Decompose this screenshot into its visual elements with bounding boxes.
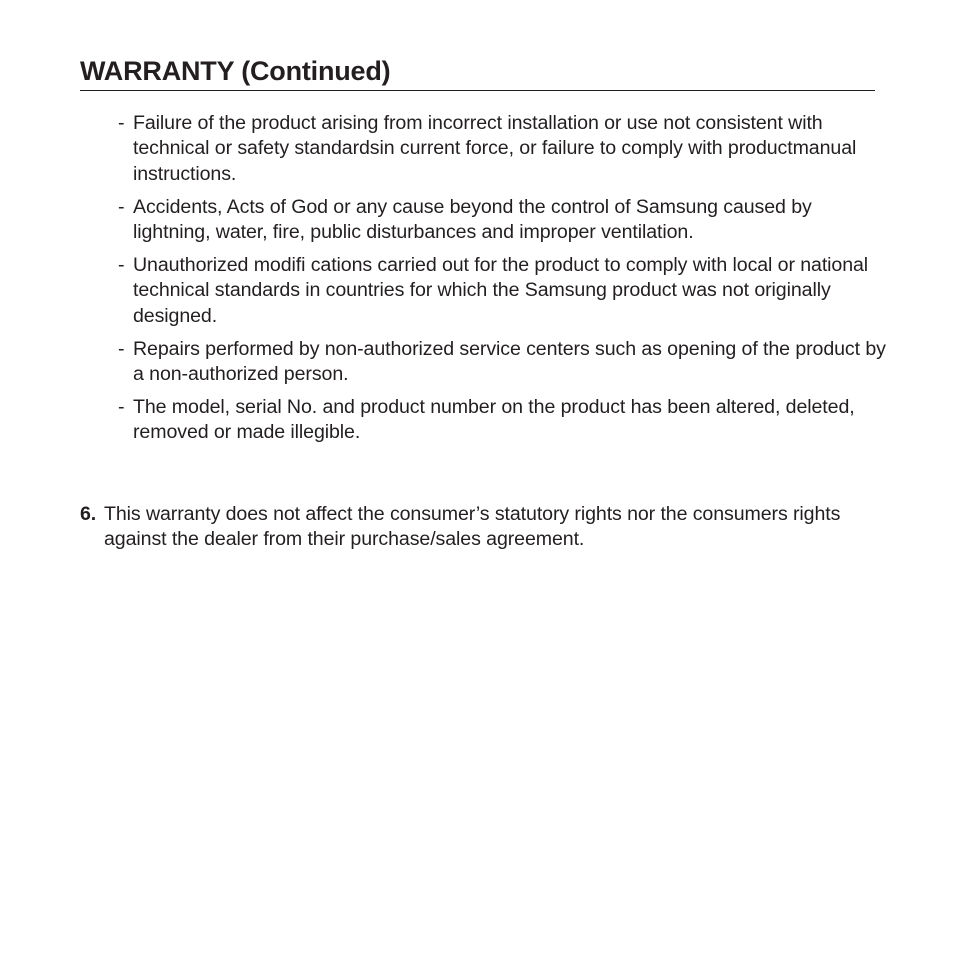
page-title: WARRANTY (Continued) [80,56,391,86]
bullet-dash: - [118,112,125,134]
list-item [118,111,888,187]
title-divider [80,90,875,91]
bullet-dash: - [118,337,125,360]
bullet-dash: - [118,254,125,277]
list-item [118,253,888,329]
warranty-clause-6 [80,502,870,553]
clause-number: 6. [80,503,97,525]
list-item [118,195,888,246]
bullet-dash: - [118,396,125,419]
list-item-text: Unauthorized modifi cations carried out for the product to comply with local or national technical standards in countries for which the Samsung product was not originally designed. [133,254,869,327]
list-item-text: The model, serial No. and product number on the product has been altered, deleted, removed or made illegible. [133,396,855,444]
list-item-text: Accidents, Acts of God or any cause beyond the control of Samsung caused by lightning, water, fire, public disturbances and improper ventilation. [133,195,812,243]
exclusion-list [118,111,888,454]
clause-text: This warranty does not affect the consumer’s statutory rights nor the consumers rights against the dealer from their purchase/sales agreement. [104,503,841,551]
bullet-dash: - [118,195,125,218]
list-item [118,337,888,388]
list-item-text: Repairs performed by non-authorized service centers such as opening of the product by a non-authorized person. [133,337,886,386]
list-item [118,395,888,446]
list-item-text: Failure of the product arising from incorrect installation or use not consistent with technical or safety standardsin current force, or failure to comply with productmanual instructions. [133,112,857,185]
